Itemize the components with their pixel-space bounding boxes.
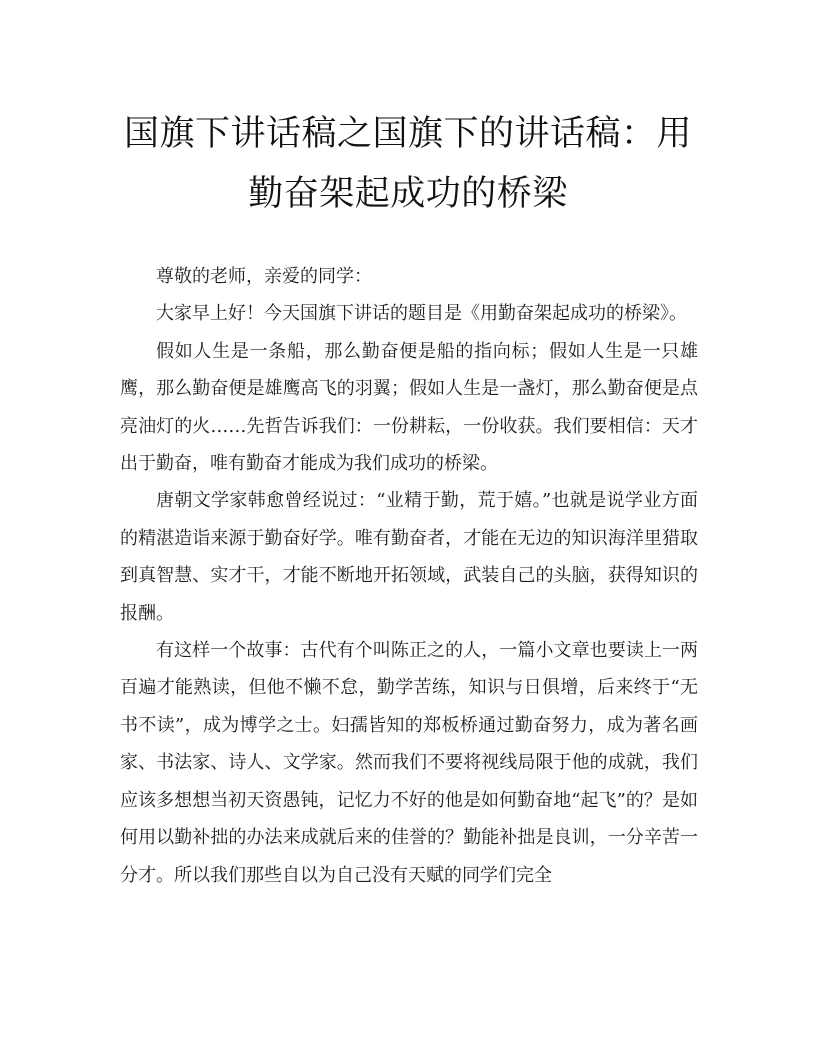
document-body [120,258,698,894]
paragraph-han-yu: 唐朝文学家韩愈曾经说过：“业精于勤，荒于嬉。”也就是说学业方面的精湛造诣来源于勤奋好学。唯有勤奋者，才能在无边的知识海洋里猎取到真智慧、实才干，才能不断地开拓领域，武装自己的头脑，获得知识的报酬。 [120,490,698,624]
paragraph-greeting: 尊敬的老师，亲爱的同学： [156,266,372,287]
document-title: 国旗下讲话稿之国旗下的讲话稿：用勤奋架起成功的桥梁 [123,114,692,214]
paragraph-opening: 大家早上好！今天国旗下讲话的题目是《用勤奋架起成功的桥梁》。 [156,303,687,325]
paragraph-metaphor: 假如人生是一条船，那么勤奋便是船的指向标；假如人生是一只雄鹰，那么勤奋便是雄鹰高飞的羽翼；假如人生是一盏灯，那么勤奋便是点亮油灯的火……先哲告诉我们：一份耕耘，一份收获。我们要相信：天才出于勤奋，唯有勤奋才能成为我们成功的桥梁。 [120,340,698,475]
paragraph-story: 有这样一个故事：古代有个叫陈正之的人，一篇小文章也要读上一两百遍才能熟读，但他不懒不怠，勤学苦练，知识与日俱增，后来终于“无书不读”，成为博学之士。妇孺皆知的郑板桥通过勤奋努力，成为著名画家、书法家、诗人、文学家。然而我们不要将视线局限于他的成就，我们应该多想想当初天资愚钝，记忆力不好的他是如何勤奋地“起飞”的？是如何用以勤补拙的办法来成就后来的佳誉的？勤能补拙是良训，一分辛苦一分才。所以我们那些自以为自己没有天赋的同学们完全 [120,640,698,886]
